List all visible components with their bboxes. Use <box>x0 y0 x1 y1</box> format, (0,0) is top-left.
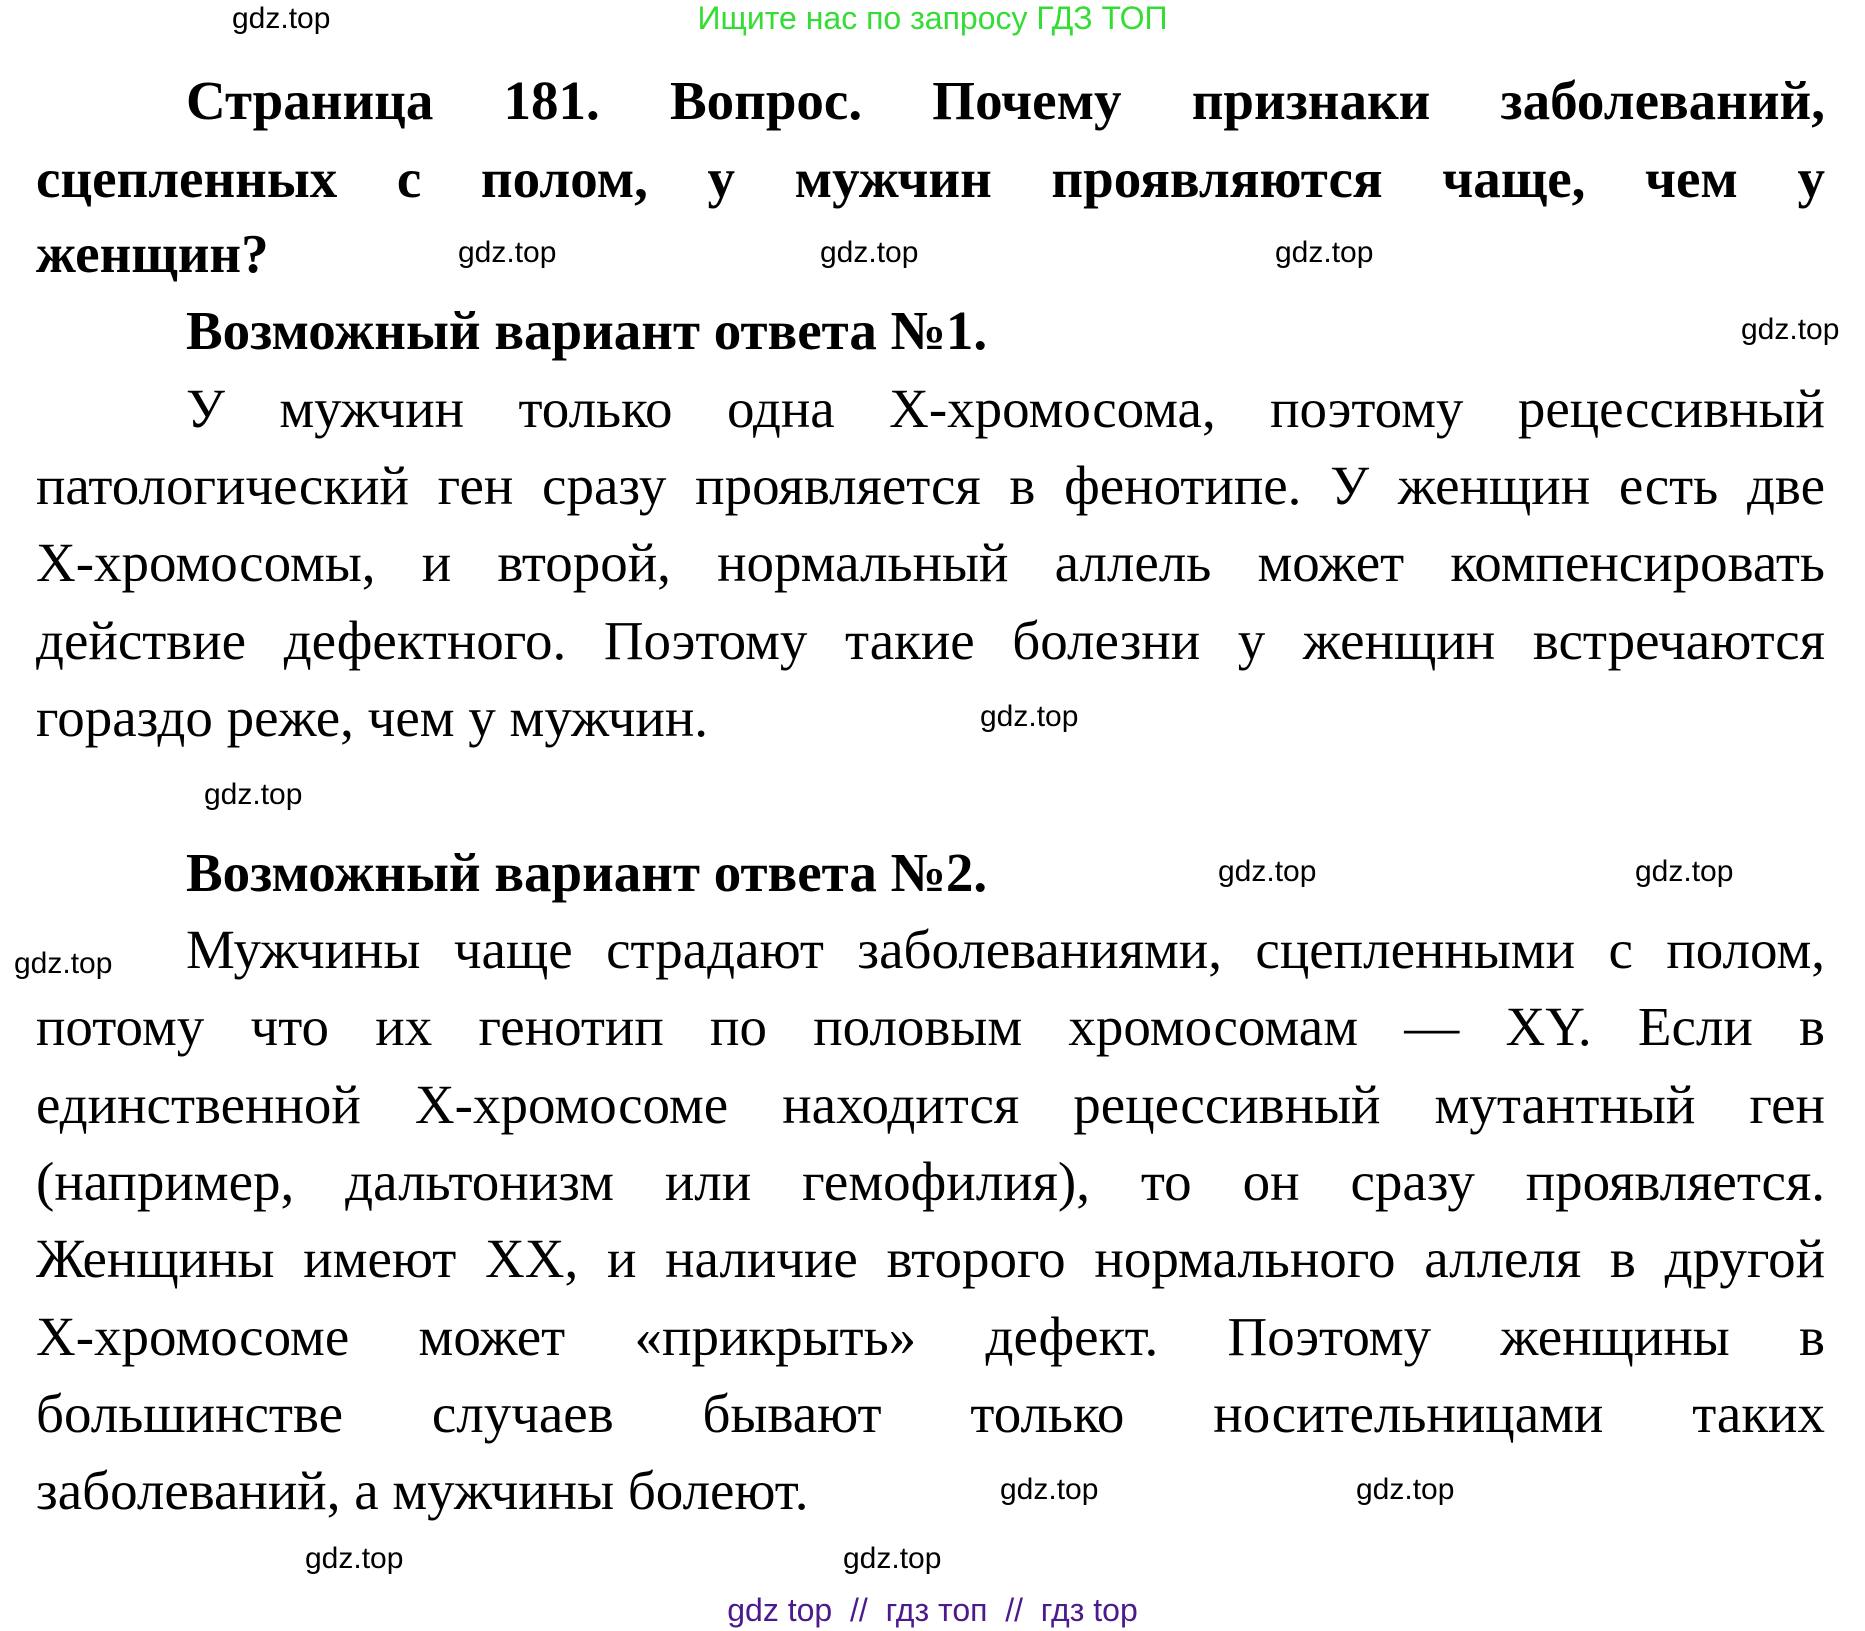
answer1-line: патологический ген сразу проявляется в фенотипе. У женщин есть две <box>36 455 1825 516</box>
watermark: gdz.top <box>204 778 303 811</box>
watermark: gdz.top <box>980 700 1079 733</box>
answer1-heading: Возможный вариант ответа №1. <box>186 300 988 361</box>
watermark: gdz.top <box>1741 313 1840 346</box>
answer2-line: (например, дальтонизм или гемофилия), то он сразу проявляется. <box>36 1151 1825 1212</box>
answer2-line: заболеваний, а мужчины болеют. <box>36 1460 809 1521</box>
watermark: gdz.top <box>820 236 919 269</box>
title-line: сцепленных с полом, у мужчин проявляются чаще, чем у <box>36 148 1825 209</box>
answer2-heading: Возможный вариант ответа №2. <box>186 842 988 903</box>
bottom-banner: gdz top // гдз топ // гдз top <box>727 1592 1138 1628</box>
answer2-line: Мужчины чаще страдают заболеваниями, сцепленными с полом, <box>186 919 1825 980</box>
watermark: gdz.top <box>458 236 557 269</box>
answer2-line: потому что их генотип по половым хромосомам — XY. Если в <box>36 996 1825 1057</box>
answer2-line: единственной Х-хромосоме находится рецессивный мутантный ген <box>36 1074 1825 1135</box>
watermark: gdz.top <box>1275 236 1374 269</box>
watermark: gdz.top <box>1000 1473 1099 1506</box>
watermark: gdz.top <box>843 1542 942 1575</box>
watermark: gdz.top <box>1218 855 1317 888</box>
answer2-line: большинстве случаев бывают только носительницами таких <box>36 1383 1825 1444</box>
watermark: gdz.top <box>305 1542 404 1575</box>
answer1-line: действие дефектного. Поэтому такие болезни у женщин встречаются <box>36 610 1825 671</box>
answer2-line: Женщины имеют XX, и наличие второго нормального аллеля в другой <box>36 1228 1825 1289</box>
watermark: gdz.top <box>1635 855 1734 888</box>
answer1-line: У мужчин только одна Х-хромосома, поэтому рецессивный <box>186 378 1825 439</box>
watermark: gdz.top <box>14 947 113 980</box>
title-line: женщин? <box>36 223 269 284</box>
watermark: gdz.top <box>232 2 331 35</box>
answer1-line: гораздо реже, чем у мужчин. <box>36 687 709 748</box>
watermark: gdz.top <box>1356 1473 1455 1506</box>
answer1-line: Х-хромосомы, и второй, нормальный аллель может компенсировать <box>36 532 1825 593</box>
answer2-line: Х-хромосоме может «прикрыть» дефект. Поэтому женщины в <box>36 1306 1825 1367</box>
top-banner: Ищите нас по запросу ГДЗ ТОП <box>697 0 1168 36</box>
title-line: Страница 181. Вопрос. Почему признаки заболеваний, <box>186 70 1825 131</box>
